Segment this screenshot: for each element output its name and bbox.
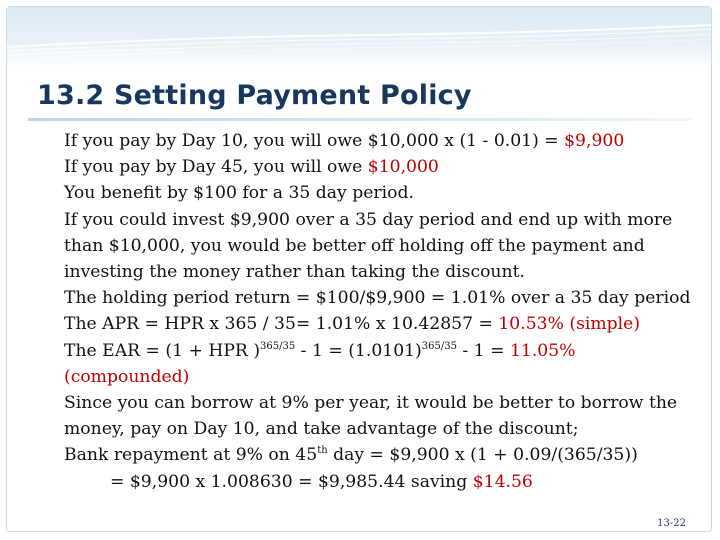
slide-title: 13.2 Setting Payment Policy (37, 80, 472, 111)
body-line-text: If you pay by Day 10, you will owe $10,000 x (1 - 0.01) = (64, 131, 565, 151)
exponent: 365/35 (260, 340, 296, 352)
slide-body (64, 128, 704, 495)
ordinal-suffix: th (317, 445, 328, 457)
body-line-text: Since you can borrow at 9% per year, it would be better to borrow the money, pay on Day 10, and take advantage of the discount; (64, 393, 678, 440)
body-line-text: If you could invest $9,900 over a 35 day period and end up with more than $10,000, you would be better off holding off the payment and investing the money rather than taking the discount. (64, 209, 673, 283)
body-line (64, 285, 704, 311)
body-line (64, 469, 704, 495)
body-line-text: = $9,900 x 1.008630 = $9,985.44 saving (110, 471, 473, 492)
body-line-text: The EAR = (1 + HPR ) (64, 340, 261, 361)
body-line (64, 442, 704, 468)
body-line (64, 338, 704, 390)
body-line-text: The APR = HPR x 365 / 35= 1.01% x 10.42857 = (64, 314, 499, 335)
exponent: 365/35 (421, 340, 457, 352)
body-line-text: day = $9,900 x (1 + 0.09/(365/35)) (327, 445, 638, 466)
highlighted-value: $10,000 (367, 157, 439, 178)
body-line-text: - 1 = (1.0101) (295, 340, 422, 361)
body-line-text: You benefit by $100 for a 35 day period. (64, 183, 414, 204)
body-line (64, 390, 704, 442)
body-line-text: - 1 = (456, 340, 510, 361)
header-decoration (7, 7, 711, 69)
body-line-text: The holding period return = $100/$9,900 = 1.01% over a 35 day period (64, 288, 691, 309)
body-line (64, 180, 704, 206)
title-underline (28, 118, 692, 121)
body-line (64, 154, 704, 180)
header-swoosh-graphic (7, 7, 711, 69)
body-line-text: Bank repayment at 9% on 45 (64, 445, 318, 466)
highlighted-value: $9,900 (564, 131, 625, 151)
body-line (64, 128, 704, 154)
slide-number: 13-22 (657, 518, 686, 529)
highlighted-value: $14.56 (472, 471, 533, 492)
body-line-text: If you pay by Day 45, you will owe (64, 157, 368, 178)
body-line (64, 311, 704, 337)
body-line (64, 207, 704, 286)
highlighted-value: 11.05% (compounded) (64, 340, 576, 387)
highlighted-value: 10.53% (simple) (498, 314, 641, 335)
